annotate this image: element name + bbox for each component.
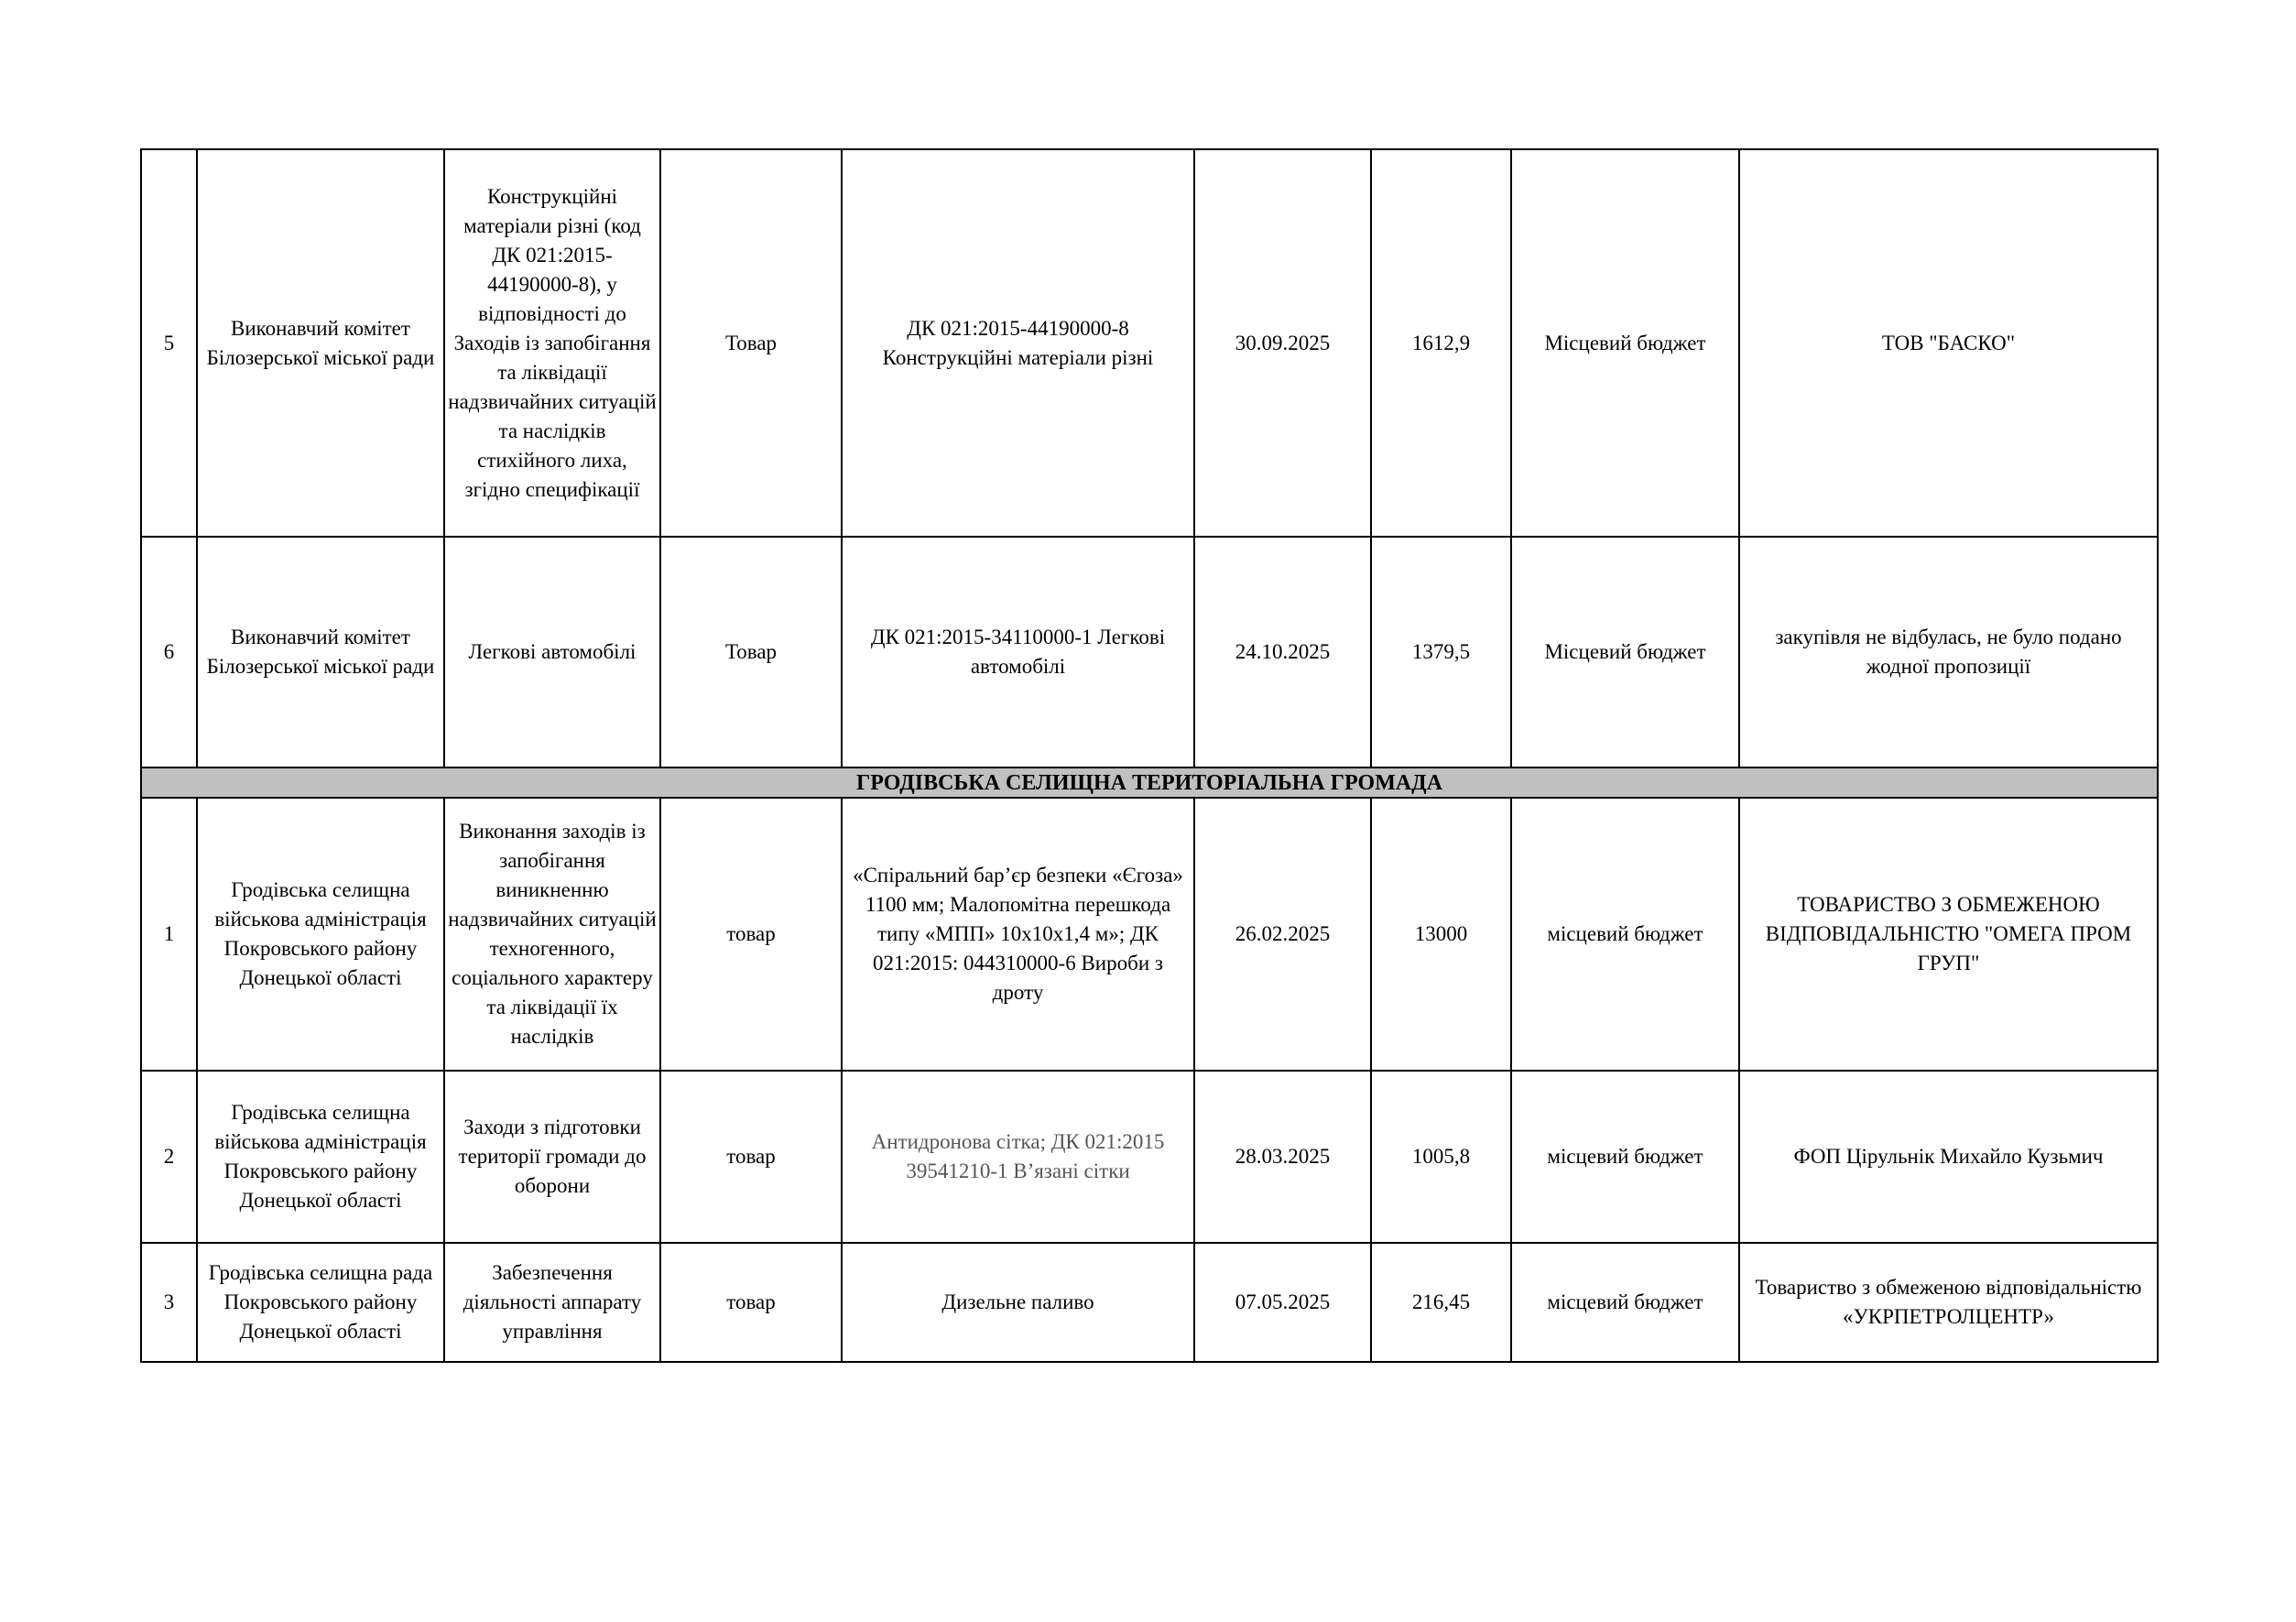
amount-cell: 216,45	[1371, 1243, 1511, 1362]
customer-cell: Гродівська селищна рада Покровського району Донецької області	[197, 1243, 444, 1362]
funding-source-cell: місцевий бюджет	[1511, 798, 1739, 1071]
row-number: 5	[141, 149, 197, 537]
amount-cell: 1005,8	[1371, 1071, 1511, 1243]
section-header-row	[141, 767, 2158, 798]
supplier-cell: ФОП Цірульнік Михайло Кузьмич	[1739, 1071, 2158, 1243]
date-cell: 28.03.2025	[1194, 1071, 1371, 1243]
subject-cell: Виконання заходів із запобігання виникненню надзвичайних ситуацій техногенного, соціального характеру та ліквідації їх наслідків	[448, 820, 657, 1048]
procurement-table	[140, 148, 2159, 1363]
customer-cell: Гродівська селищна військова адміністрація Покровського району Донецької області	[197, 798, 444, 1071]
type-cell: товар	[660, 1071, 842, 1243]
row-number: 2	[141, 1071, 197, 1243]
subject-cell-wrapper	[444, 798, 660, 1071]
amount-cell: 13000	[1371, 798, 1511, 1071]
customer-cell: Виконавчий комітет Білозерської міської ради	[197, 537, 444, 767]
date-cell: 30.09.2025	[1194, 149, 1371, 537]
funding-source-cell: Місцевий бюджет	[1511, 537, 1739, 767]
supplier-cell: ТОВАРИСТВО З ОБМЕЖЕНОЮ ВІДПОВІДАЛЬНІСТЮ "ОМЕГА ПРОМ ГРУП"	[1739, 798, 2158, 1071]
customer-cell: Виконавчий комітет Білозерської міської ради	[197, 149, 444, 537]
section-title: ГРОДІВСЬКА СЕЛИЩНА ТЕРИТОРІАЛЬНА ГРОМАДА	[141, 767, 2158, 798]
customer-cell: Гродівська селищна військова адміністрація Покровського району Донецької області	[197, 1071, 444, 1243]
row-number: 6	[141, 537, 197, 767]
table-row	[141, 537, 2158, 767]
date-cell: 24.10.2025	[1194, 537, 1371, 767]
code-cell: ДК 021:2015-34110000-1 Легкові автомобілі	[842, 537, 1194, 767]
subject-cell: Конструкційні матеріали різні (код ДК 021:2015-44190000-8), у відповідності до Заходів із запобігання та ліквідації надзвичайних ситуацій та наслідків стихійного лиха, згідно специфікації	[444, 149, 660, 537]
code-cell: ДК 021:2015-44190000-8 Конструкційні матеріали різні	[842, 149, 1194, 537]
code-cell: Антидронова сітка; ДК 021:2015 39541210-1 В’язані сітки	[842, 1071, 1194, 1243]
row-number: 3	[141, 1243, 197, 1362]
type-cell: Товар	[660, 149, 842, 537]
amount-cell: 1379,5	[1371, 537, 1511, 767]
type-cell: Товар	[660, 537, 842, 767]
date-cell: 26.02.2025	[1194, 798, 1371, 1071]
supplier-cell: закупівля не відбулась, не було подано жодної пропозиції	[1739, 537, 2158, 767]
subject-cell: Заходи з підготовки території громади до оборони	[444, 1071, 660, 1243]
subject-cell: Забезпечення діяльності аппарату управління	[444, 1243, 660, 1362]
funding-source-cell: Місцевий бюджет	[1511, 149, 1739, 537]
type-cell: товар	[660, 798, 842, 1071]
table-row	[141, 1243, 2158, 1362]
subject-cell: Легкові автомобілі	[444, 537, 660, 767]
code-cell: «Спіральний бар’єр безпеки «Єгоза» 1100 мм; Малопомітна перешкода типу «МПП» 10х10х1,4 м»; ДК 021:2015: 044310000-6 Вироби з дроту	[842, 798, 1194, 1071]
supplier-cell: ТОВ "БАСКО"	[1739, 149, 2158, 537]
row-number: 1	[141, 798, 197, 1071]
code-cell: Дизельне паливо	[842, 1243, 1194, 1362]
supplier-cell: Товариство з обмеженою відповідальністю «УКРПЕТРОЛЦЕНТР»	[1739, 1243, 2158, 1362]
funding-source-cell: місцевий бюджет	[1511, 1243, 1739, 1362]
table-row	[141, 1071, 2158, 1243]
table-row	[141, 798, 2158, 1071]
type-cell: товар	[660, 1243, 842, 1362]
funding-source-cell: місцевий бюджет	[1511, 1071, 1739, 1243]
amount-cell: 1612,9	[1371, 149, 1511, 537]
table-row	[141, 149, 2158, 537]
date-cell: 07.05.2025	[1194, 1243, 1371, 1362]
